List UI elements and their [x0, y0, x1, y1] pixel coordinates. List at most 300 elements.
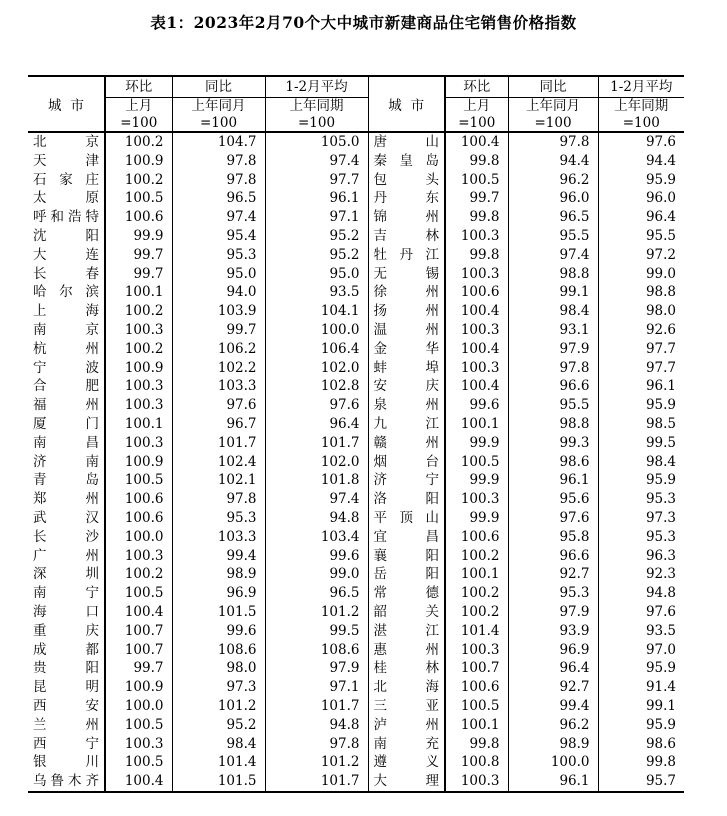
avg-value: 97.7 [645, 359, 676, 376]
header-mom-base-left [105, 98, 172, 133]
yoy-value: 102.1 [172, 471, 265, 490]
mom-value: 100.3 [445, 359, 508, 378]
city-cell [28, 565, 105, 584]
city-name: 北 京 [33, 134, 99, 150]
mom-value: 100.5 [445, 453, 508, 472]
city-name: 蚌 埠 [373, 359, 439, 376]
avg-value: 92.6 [645, 321, 676, 338]
city-name: 南 充 [373, 735, 439, 752]
table-row [28, 208, 684, 227]
header-sub-label: 上年同期 [289, 98, 344, 114]
avg-value: 97.9 [265, 659, 368, 678]
table-row [28, 565, 684, 584]
city-name: 南 京 [33, 321, 99, 338]
city-cell [368, 227, 445, 246]
city-cell [28, 434, 105, 453]
city-name: 烟 台 [373, 453, 439, 470]
city-cell [368, 584, 445, 603]
city-name: 上 海 [33, 303, 99, 320]
city-cell [28, 171, 105, 190]
city-name: 九 江 [373, 415, 439, 432]
mom-value: 99.8 [445, 735, 508, 754]
city-name: 西 宁 [33, 735, 99, 752]
city-name: 洛 阳 [373, 491, 439, 508]
header-sub-label: 上月 [463, 98, 491, 114]
mom-value: 99.6 [445, 396, 508, 415]
yoy-value: 99.6 [172, 622, 265, 641]
mom-value: 101.4 [445, 622, 508, 641]
table-row [28, 415, 684, 434]
yoy-value: 95.3 [172, 246, 265, 265]
yoy-value: 97.8 [508, 132, 598, 152]
table-row [28, 359, 684, 378]
avg-value: 99.8 [645, 754, 676, 771]
city-cell [368, 641, 445, 660]
avg-value: 97.7 [265, 171, 368, 190]
city-cell [28, 132, 105, 152]
yoy-value: 99.4 [172, 547, 265, 566]
avg-value: 94.8 [265, 509, 368, 528]
avg-value: 105.0 [265, 132, 368, 152]
header-sub-base: =100 [534, 114, 572, 131]
city-cell [28, 659, 105, 678]
city-cell [28, 753, 105, 772]
city-name: 济 南 [33, 453, 99, 470]
mom-value: 100.6 [105, 208, 172, 227]
avg-value: 97.6 [645, 134, 676, 150]
mom-value: 100.5 [445, 171, 508, 190]
header-yoy-base-left [172, 98, 265, 133]
mom-value: 100.9 [105, 678, 172, 697]
yoy-value: 96.1 [508, 471, 598, 490]
avg-value: 95.3 [645, 491, 676, 508]
city-name: 重 庆 [33, 622, 99, 639]
header-yoy-base-right [508, 98, 598, 133]
city-name: 兰 州 [33, 716, 99, 733]
yoy-value: 97.8 [508, 359, 598, 378]
city-cell [368, 565, 445, 584]
mom-value: 99.9 [445, 471, 508, 490]
header-sub-label: 上年同月 [526, 98, 580, 114]
city-name: 杭 州 [33, 340, 99, 357]
avg-value: 95.9 [645, 716, 676, 733]
yoy-value: 96.9 [508, 641, 598, 660]
table-row [28, 471, 684, 490]
city-cell [368, 490, 445, 509]
city-cell [368, 208, 445, 227]
city-name: 太 原 [33, 190, 99, 207]
header-sub-label: 上年同期 [614, 98, 669, 114]
city-cell [28, 283, 105, 302]
city-cell [368, 246, 445, 265]
yoy-value: 96.7 [172, 415, 265, 434]
avg-value: 97.1 [265, 208, 368, 227]
mom-value: 100.2 [105, 302, 172, 321]
city-cell [28, 528, 105, 547]
table-container [28, 75, 684, 793]
city-name: 石 家 庄 [33, 171, 99, 188]
city-cell [368, 359, 445, 378]
yoy-value: 102.4 [172, 453, 265, 472]
city-name: 天 津 [33, 152, 99, 169]
yoy-value: 97.8 [172, 152, 265, 171]
yoy-value: 93.9 [508, 622, 598, 641]
avg-value: 97.6 [645, 603, 676, 620]
city-name: 金 华 [373, 340, 439, 357]
header-yoy-right: 同比 [508, 76, 598, 98]
yoy-value: 102.2 [172, 359, 265, 378]
table-row [28, 227, 684, 246]
table-row [28, 377, 684, 396]
avg-value: 95.9 [645, 660, 676, 677]
header-avg-base-left [265, 98, 368, 133]
yoy-value: 96.5 [172, 189, 265, 208]
yoy-value: 97.9 [508, 340, 598, 359]
city-cell [28, 377, 105, 396]
yoy-value: 103.3 [172, 377, 265, 396]
yoy-value: 99.1 [508, 283, 598, 302]
city-cell [28, 490, 105, 509]
avg-value: 97.7 [645, 340, 676, 357]
avg-value: 102.0 [265, 453, 368, 472]
mom-value: 100.1 [105, 415, 172, 434]
city-cell [368, 471, 445, 490]
table-row [28, 283, 684, 302]
table-row [28, 453, 684, 472]
yoy-value: 97.9 [508, 603, 598, 622]
mom-value: 100.3 [105, 321, 172, 340]
table-row [28, 735, 684, 754]
city-name: 锦 州 [373, 209, 439, 226]
yoy-value: 98.8 [508, 265, 598, 284]
yoy-value: 108.6 [172, 641, 265, 660]
avg-value: 99.5 [265, 622, 368, 641]
yoy-value: 98.4 [508, 302, 598, 321]
yoy-value: 95.0 [172, 265, 265, 284]
avg-value: 96.4 [265, 415, 368, 434]
yoy-value: 95.4 [172, 227, 265, 246]
avg-value: 101.7 [265, 697, 368, 716]
avg-value: 96.1 [265, 189, 368, 208]
city-name: 安 庆 [373, 378, 439, 395]
city-cell [28, 321, 105, 340]
avg-value: 91.4 [645, 679, 676, 696]
header-row-top [28, 76, 684, 98]
yoy-value: 103.3 [172, 528, 265, 547]
city-name: 济 宁 [373, 472, 439, 489]
mom-value: 100.3 [445, 227, 508, 246]
mom-value: 99.9 [445, 509, 508, 528]
city-name: 三 亚 [373, 697, 439, 714]
city-name: 襄 阳 [373, 547, 439, 564]
city-cell [28, 265, 105, 284]
yoy-value: 104.7 [172, 132, 265, 152]
city-name: 扬 州 [373, 303, 439, 320]
city-cell [28, 302, 105, 321]
header-mom-base-right [445, 98, 508, 133]
city-name: 海 口 [33, 603, 99, 620]
header-sub-label: 上年同月 [191, 98, 246, 114]
table-row [28, 434, 684, 453]
avg-value: 95.2 [265, 246, 368, 265]
city-name: 泸 州 [373, 716, 439, 733]
yoy-value: 95.3 [508, 584, 598, 603]
mom-value: 100.2 [105, 132, 172, 152]
city-cell [368, 509, 445, 528]
city-name: 南 昌 [33, 434, 99, 451]
mom-value: 100.5 [105, 189, 172, 208]
city-cell [28, 716, 105, 735]
table-row [28, 490, 684, 509]
mom-value: 100.5 [105, 753, 172, 772]
avg-value: 95.0 [265, 265, 368, 284]
avg-value: 99.0 [265, 565, 368, 584]
city-name: 长 沙 [33, 528, 99, 545]
yoy-value: 98.6 [508, 453, 598, 472]
avg-value: 101.8 [265, 471, 368, 490]
mom-value: 100.3 [445, 321, 508, 340]
city-cell [368, 659, 445, 678]
yoy-value: 101.2 [172, 697, 265, 716]
yoy-value: 96.1 [508, 772, 598, 792]
table-row [28, 171, 684, 190]
table-row [28, 753, 684, 772]
yoy-value: 97.8 [172, 171, 265, 190]
mom-value: 99.7 [105, 246, 172, 265]
yoy-value: 97.4 [508, 246, 598, 265]
header-row-sub [28, 98, 684, 133]
city-cell [368, 171, 445, 190]
mom-value: 100.3 [445, 641, 508, 660]
mom-value: 100.3 [105, 547, 172, 566]
yoy-value: 92.7 [508, 565, 598, 584]
city-name: 合 肥 [33, 378, 99, 395]
table-title: 表1：2023年2月70个大中城市新建商品住宅销售价格指数 [150, 13, 577, 32]
city-cell [28, 208, 105, 227]
yoy-value: 95.2 [172, 716, 265, 735]
mom-value: 99.8 [445, 152, 508, 171]
avg-value: 103.4 [265, 528, 368, 547]
mom-value: 100.2 [445, 603, 508, 622]
header-sub-base: =100 [120, 114, 158, 131]
yoy-value: 101.4 [172, 753, 265, 772]
header-avg-base-right [598, 98, 684, 133]
mom-value: 100.4 [445, 377, 508, 396]
yoy-value: 97.4 [172, 208, 265, 227]
city-cell [368, 396, 445, 415]
avg-value: 98.5 [645, 415, 676, 432]
avg-value: 95.2 [265, 227, 368, 246]
yoy-value: 101.5 [172, 603, 265, 622]
mom-value: 100.9 [105, 359, 172, 378]
mom-value: 99.8 [445, 246, 508, 265]
table-row [28, 132, 684, 152]
city-name: 包 头 [373, 171, 439, 188]
mom-value: 100.3 [105, 396, 172, 415]
avg-value: 97.1 [265, 678, 368, 697]
avg-value: 95.9 [645, 171, 676, 188]
avg-value: 99.1 [645, 697, 676, 714]
mom-value: 100.6 [445, 283, 508, 302]
city-cell [368, 377, 445, 396]
yoy-value: 96.6 [508, 547, 598, 566]
city-name: 郑 州 [33, 491, 99, 508]
yoy-value: 95.5 [508, 227, 598, 246]
mom-value: 99.8 [445, 208, 508, 227]
mom-value: 100.6 [105, 509, 172, 528]
yoy-value: 97.3 [172, 678, 265, 697]
mom-value: 99.7 [445, 189, 508, 208]
mom-value: 100.1 [105, 283, 172, 302]
city-cell [28, 603, 105, 622]
avg-value: 104.1 [265, 302, 368, 321]
table-row [28, 716, 684, 735]
avg-value: 102.8 [265, 377, 368, 396]
city-name: 吉 林 [373, 227, 439, 244]
table-row [28, 678, 684, 697]
city-cell [368, 132, 445, 152]
city-name: 韶 关 [373, 603, 439, 620]
mom-value: 100.3 [105, 377, 172, 396]
yoy-value: 99.3 [508, 434, 598, 453]
yoy-value: 96.4 [508, 659, 598, 678]
table-row [28, 772, 684, 792]
city-name: 广 州 [33, 547, 99, 564]
city-name: 厦 门 [33, 415, 99, 432]
yoy-value: 96.5 [508, 208, 598, 227]
table-row [28, 340, 684, 359]
mom-value: 100.3 [445, 490, 508, 509]
city-cell [368, 603, 445, 622]
city-name: 平 顶 山 [373, 509, 439, 526]
mom-value: 100.5 [105, 584, 172, 603]
city-cell [28, 340, 105, 359]
city-cell [28, 189, 105, 208]
avg-value: 101.7 [265, 434, 368, 453]
city-cell [368, 678, 445, 697]
city-cell [28, 152, 105, 171]
city-cell [368, 753, 445, 772]
city-cell [368, 716, 445, 735]
city-name: 常 德 [373, 585, 439, 602]
table-row [28, 246, 684, 265]
city-cell [368, 735, 445, 754]
yoy-value: 93.1 [508, 321, 598, 340]
mom-value: 100.4 [445, 340, 508, 359]
city-name: 大 理 [373, 773, 439, 790]
yoy-value: 97.6 [508, 509, 598, 528]
avg-value: 95.9 [645, 397, 676, 414]
city-name: 唐 山 [373, 134, 439, 150]
city-cell [28, 246, 105, 265]
city-name: 武 汉 [33, 509, 99, 526]
city-name: 秦 皇 岛 [373, 152, 439, 169]
yoy-value: 96.2 [508, 716, 598, 735]
header-sub-label: 上月 [125, 98, 153, 114]
header-mom-right: 环比 [445, 76, 508, 98]
avg-value: 102.0 [265, 359, 368, 378]
mom-value: 100.1 [445, 716, 508, 735]
avg-value: 94.4 [645, 152, 676, 169]
city-cell [28, 509, 105, 528]
yoy-value: 94.4 [508, 152, 598, 171]
yoy-value: 96.0 [508, 189, 598, 208]
city-name: 福 州 [33, 397, 99, 414]
yoy-value: 106.2 [172, 340, 265, 359]
avg-value: 93.5 [265, 283, 368, 302]
city-cell [28, 453, 105, 472]
mom-value: 100.6 [445, 528, 508, 547]
city-name: 成 都 [33, 641, 99, 658]
yoy-value: 96.6 [508, 377, 598, 396]
table-row [28, 603, 684, 622]
mom-value: 100.4 [445, 302, 508, 321]
table-row [28, 509, 684, 528]
mom-value: 100.9 [105, 453, 172, 472]
avg-value: 98.6 [645, 735, 676, 752]
city-name: 呼 和 浩 特 [33, 209, 99, 226]
table-row [28, 321, 684, 340]
header-city-left: 城市 [28, 76, 105, 132]
table-row [28, 189, 684, 208]
mom-value: 100.2 [105, 171, 172, 190]
city-name: 惠 州 [373, 641, 439, 658]
yoy-value: 95.8 [508, 528, 598, 547]
yoy-value: 98.0 [172, 659, 265, 678]
avg-value: 94.8 [265, 716, 368, 735]
mom-value: 100.5 [105, 471, 172, 490]
city-name: 沈 阳 [33, 227, 99, 244]
avg-value: 92.3 [645, 566, 676, 583]
table-header [28, 76, 684, 132]
mom-value: 100.4 [445, 132, 508, 152]
city-cell [368, 152, 445, 171]
city-name: 宜 昌 [373, 528, 439, 545]
city-name: 宁 波 [33, 359, 99, 376]
yoy-value: 99.7 [172, 321, 265, 340]
city-name: 岳 阳 [373, 566, 439, 583]
mom-value: 100.7 [105, 641, 172, 660]
yoy-value: 97.6 [172, 396, 265, 415]
city-name: 大 连 [33, 246, 99, 263]
table-row [28, 302, 684, 321]
table-row [28, 641, 684, 660]
mom-value: 99.7 [105, 659, 172, 678]
city-cell [368, 283, 445, 302]
table-row [28, 152, 684, 171]
avg-value: 97.8 [265, 735, 368, 754]
avg-value: 96.4 [645, 209, 676, 226]
city-name: 贵 阳 [33, 660, 99, 677]
yoy-value: 103.9 [172, 302, 265, 321]
avg-value: 99.0 [645, 265, 676, 282]
mom-value: 99.9 [445, 434, 508, 453]
city-cell [368, 189, 445, 208]
mom-value: 100.1 [445, 565, 508, 584]
yoy-value: 95.6 [508, 490, 598, 509]
city-cell [28, 697, 105, 716]
city-cell [368, 321, 445, 340]
avg-value: 96.5 [265, 584, 368, 603]
mom-value: 100.0 [105, 697, 172, 716]
city-name: 西 安 [33, 697, 99, 714]
city-cell [368, 697, 445, 716]
avg-value: 98.8 [645, 284, 676, 301]
header-yoy-left: 同比 [172, 76, 265, 98]
mom-value: 100.0 [105, 528, 172, 547]
yoy-value: 98.9 [508, 735, 598, 754]
yoy-value: 101.7 [172, 434, 265, 453]
